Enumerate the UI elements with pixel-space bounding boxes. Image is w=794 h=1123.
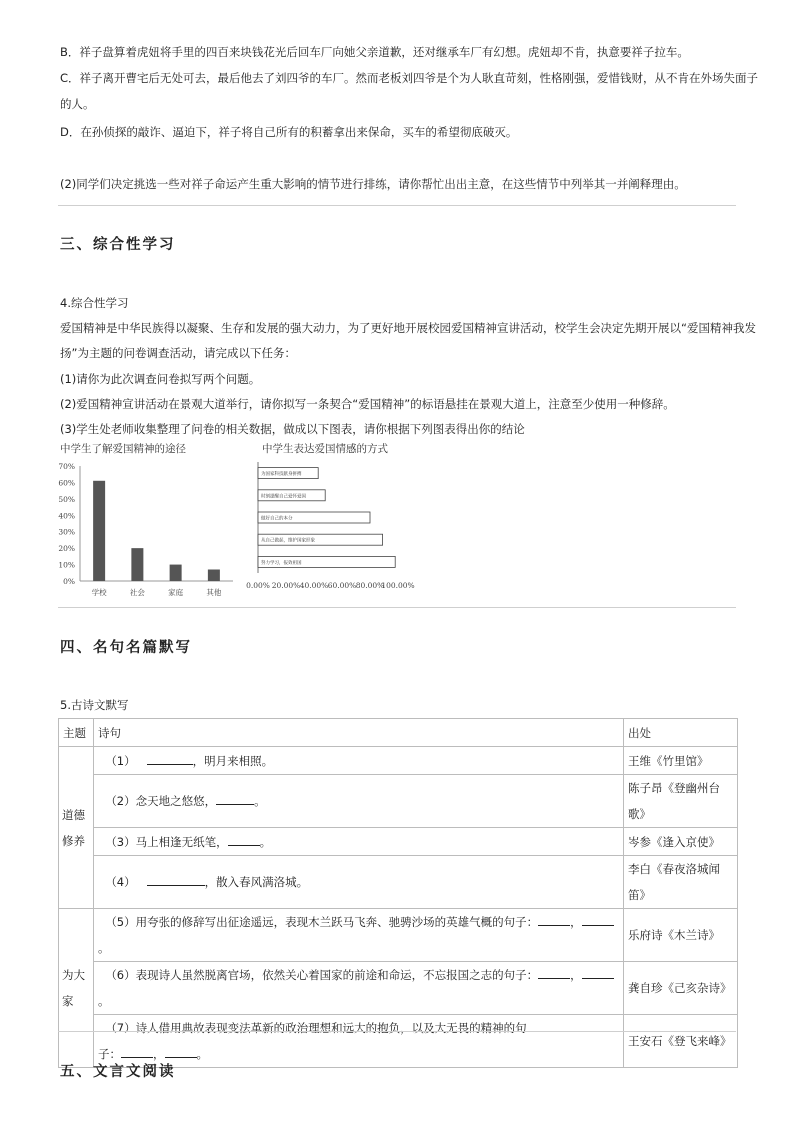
verse-cell: （3）马上相逢无纸笔， 。 xyxy=(94,828,624,856)
answer-blank[interactable] xyxy=(582,967,614,979)
x-tick-label: 社会 xyxy=(129,588,145,597)
question-title-4: 4.综合性学习 xyxy=(60,296,129,310)
section-heading-3: 三、综合性学习 xyxy=(60,236,176,253)
x-tick-label: 100.00% xyxy=(381,581,415,590)
y-tick-label: 20% xyxy=(58,544,75,554)
y-tick-label: 40% xyxy=(58,511,75,521)
option-c-line1: C．祥子离开曹宅后无处可去，最后他去了刘四爷的车厂。然而老板刘四爷是个为人耿直苛刻，性格刚强，爱惜钱财，从不肯在外场失面子 xyxy=(60,71,759,85)
section-heading-4: 四、名句名篇默写 xyxy=(60,639,192,656)
divider xyxy=(58,1031,736,1032)
x-tick-label: 家庭 xyxy=(168,588,184,597)
task-3: (3)学生处老师收集整理了问卷的相关数据，做成以下图表，请你根据下列图表得出你的结论 xyxy=(60,422,525,436)
y-tick-label: 70% xyxy=(58,462,75,471)
header-source: 出处 xyxy=(624,719,738,747)
x-tick-label: 60.00% xyxy=(327,581,357,590)
answer-blank[interactable] xyxy=(216,793,254,805)
table-row xyxy=(59,747,738,775)
bar-label: 从自己做起，维护国家形象 xyxy=(261,538,315,544)
chart-expression-ways xyxy=(246,458,440,593)
bar xyxy=(170,565,182,581)
section-heading-5: 五、文言文阅读 xyxy=(60,1063,176,1080)
source-cell: 陈子昂《登幽州台 歌》 xyxy=(624,775,738,828)
bar-label: 为国家科技献身拼搏 xyxy=(261,472,302,478)
table-row xyxy=(59,856,738,909)
answer-blank[interactable] xyxy=(538,914,570,926)
y-tick-label: 10% xyxy=(58,560,75,570)
x-tick-label: 学校 xyxy=(91,588,107,597)
theme-morality: 道德 修养 xyxy=(59,747,94,909)
verse-cell: （2）念天地之悠悠， 。 xyxy=(94,775,624,828)
option-d: D．在孙侦探的敲诈、逼迫下，祥子将自己所有的积蓄拿出来保命，买车的希望彻底破灭。 xyxy=(60,125,518,139)
source-cell: 龚自珍《己亥杂诗》 xyxy=(624,962,738,1015)
verse-cell: （4） ，散入春风满洛城。 xyxy=(94,856,624,909)
bar-label: 努力学习，报效祖国 xyxy=(261,560,302,566)
chart1-title: 中学生了解爱国精神的途径 xyxy=(60,443,186,455)
verse-cell: （5）用夸张的修辞写出征途遥远，表现木兰跃马飞奔、驰骋沙场的英雄气概的句子： ，。 xyxy=(94,909,624,962)
intro-line1: 爱国精神是中华民族得以凝聚、生存和发展的强大动力，为了更好地开展校园爱国精神宣讲活动，校学生会决定先期开展以“爱国精神我发 xyxy=(60,321,756,335)
x-tick-label: 0.00% xyxy=(246,581,270,590)
answer-blank[interactable] xyxy=(165,1046,197,1058)
answer-blank[interactable] xyxy=(582,914,614,926)
bar-label: 做好自己的本分 xyxy=(261,516,293,522)
task-1: (1)请你为此次调查问卷拟写两个问题。 xyxy=(60,372,261,386)
answer-blank[interactable] xyxy=(147,874,205,886)
source-cell: 王安石《登飞来峰》 xyxy=(624,1015,738,1068)
table-row xyxy=(59,828,738,856)
verse-cell: （1） ，明月来相照。 xyxy=(94,747,624,775)
answer-blank[interactable] xyxy=(147,753,193,765)
y-tick-label: 60% xyxy=(58,478,75,488)
answer-blank[interactable] xyxy=(121,1046,153,1058)
task-2: (2)爱国精神宣讲活动在景观大道举行，请你拟写一条契合“爱国精神”的标语悬挂在景观大道上，注意至少使用一种修辞。 xyxy=(60,397,675,411)
y-tick-label: 0% xyxy=(63,577,75,586)
question-2: (2)同学们决定挑选一些对祥子命运产生重大影响的情节进行排练，请你帮忙出出主意，在这些情节中列举其一并阐释理由。 xyxy=(60,177,686,191)
x-tick-label: 80.00% xyxy=(355,581,385,590)
table-row xyxy=(59,909,738,962)
option-c-line2: 的人。 xyxy=(60,97,95,111)
answer-blank[interactable] xyxy=(538,967,570,979)
bar-label: 时刻提醒自己爱怀爱国 xyxy=(261,494,306,500)
header-theme: 主题 xyxy=(59,719,94,747)
source-cell: 王维《竹里馆》 xyxy=(624,747,738,775)
source-cell: 李白《春夜洛城闻 笛》 xyxy=(624,856,738,909)
poem-table xyxy=(58,718,738,1068)
chart2-title: 中学生表达爱国情感的方式 xyxy=(262,443,388,455)
divider xyxy=(58,607,736,608)
table-row xyxy=(59,962,738,1015)
y-tick-label: 30% xyxy=(58,527,75,537)
y-tick-label: 50% xyxy=(58,494,75,504)
answer-blank[interactable] xyxy=(228,834,260,846)
chart-learning-paths xyxy=(58,458,238,603)
verse-cell: （7）诗人借用典故表现变法革新的政治理想和远大的抱负，以及大无畏的精神的句 子： ， 。 xyxy=(94,1015,624,1068)
verse-cell: （6）表现诗人虽然脱离官场，依然关心着国家的前途和命运，不忘报国之志的句子： ，。 xyxy=(94,962,624,1015)
table-header-row xyxy=(59,719,738,747)
x-tick-label: 20.00% xyxy=(271,581,301,590)
table-row xyxy=(59,775,738,828)
intro-line2: 扬”为主题的问卷调查活动，请完成以下任务： xyxy=(60,346,296,360)
x-tick-label: 其他 xyxy=(206,588,222,597)
source-cell: 岑参《逢入京使》 xyxy=(624,828,738,856)
bar xyxy=(93,481,105,581)
header-verse: 诗句 xyxy=(94,719,624,747)
divider xyxy=(58,205,736,206)
theme-country: 为大 家 xyxy=(59,909,94,1068)
x-tick-label: 40.00% xyxy=(299,581,329,590)
bar xyxy=(208,570,220,582)
question-title-5: 5.古诗文默写 xyxy=(60,698,129,712)
bar xyxy=(131,548,143,581)
source-cell: 乐府诗《木兰诗》 xyxy=(624,909,738,962)
option-b: B．祥子盘算着虎妞将手里的四百来块钱花光后回车厂向她父亲道歉，还对继承车厂有幻想。虎妞却不肯，执意要祥子拉车。 xyxy=(60,45,689,59)
